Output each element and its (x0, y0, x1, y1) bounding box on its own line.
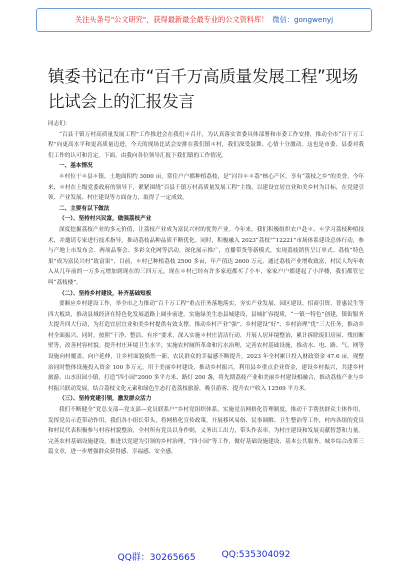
qq-group-number: QQ群：30265665 (117, 553, 196, 563)
body-paragraph: 深度挖掘荔枝产业的多元价值，让荔枝产业成为富民兴村的优势产业。今年来，我们积极组织农户赴＊、＊学习荔枝种植技术，并邀请专家进行技术指导，推动荔枝品种品质不断优化。同时，积极融入 2023“荔枝”“12221”市场体系建设总体行动，参与产地上市发布会、两项品鉴会、多彩文化网等活动，深化展示推广，直播带货等新模式，实现荔枝销售呈订单式。荔枝“特色果”成为富民兴村“致富果”，目前，＊村已种植荔枝 2500 多亩，年产值达 2600 万元。通过荔枝产业增收致富，村民人均年收入从几年前的一万多元增加到现在的三四万元，现在＊村已经有许多家庭都买了小车，家家户户都建起了小洋楼，我们都管它叫“荔枝楼”。 (48, 226, 364, 286)
subsection-heading: （三）、坚持党建引领，激发群众活力 (59, 396, 152, 403)
qq-number: QQ:535304092 (221, 550, 291, 560)
document-title: 镇委书记在市“百千万高质量发展工程”现场比试会上的汇报发言 (48, 67, 359, 111)
document-body (48, 119, 364, 458)
salutation: 同志们： (48, 121, 71, 127)
subsection-heading: （二）、坚持乡村建设，补齐基础短板 (59, 290, 152, 297)
body-paragraph: 我们不断健全“党总支部—党支部—党员联系户”乡村党组织体系，实施党员网格化管理制度，推动千手帮扶群众主体作用，发挥党员示范带动作用，我们各小组长带头，将网格化宣传政策，开展移风易俗、民事调解、卫生整治等工作，村内各组的党员和村民代表积极参与村容村貌整治，全村所有党员以身作则，义务出工出力，带头作表率，为村庄建设和发展贡献智慧和力量。完善农村基础设施建设，推进以党建为引领的乡村治理，“四小园”等工作，做好基础设施建设、基本公共服务、城乡综合改革三篇文章，进一步增强群众获得感、幸福感、安全感。 (48, 407, 364, 456)
section-heading: 二、主要有以下做法 (59, 205, 110, 212)
promo-banner-text: 关注头条号"公文研究"，获得最新最全最专业的公文资料库！ (74, 15, 269, 24)
body-paragraph: “百县千镇万村高质量发展工程”工作推进会在我们＊召开，为认真落实省委具体部署和市委工作安排，推动全市“百千万工程”向更高水平和更高质量迈进，今天的现场比试会安排在我们镇＊村，我们深受鼓舞、心情十分激动。这也是市委、县委对我们工作的认可和肯定。下面，由我向各位领导汇报下我们镇的工作情况。 (48, 131, 364, 159)
wechat-account: 微信：gongwenyj (272, 15, 334, 24)
body-paragraph: 要顺应乡村建设工作，举全市之力推动“百千万工程”重点任务落地落实，夯实产业发展、园区建设、招商引资、普惠民生等四大板块，推动县域经济在特色化发展道路上阔步前进。实施绿美生态县城建设，县城扩容提质，“一镇一特色”创建，镇街服务大提升四大行动，为打造宜居宜业和美乡村提供有效支撑。推动乡村产业“强”、乡村建设“好”、乡村治理“优”三大任务，推动乡村全面振兴。同时，按照“干净、整洁、有序”要求，深入实施＊村庄清洁行动，开展人居环境整治，累计拆除废旧房屋、残垣断壁等，改善村容村貌。提升村庄环境卫生水平，实施农村厕所革命和污水治理，完善农村基础设施，推动水、电、路、气、网等设施向村覆盖、向户延伸，让乡村面貌焕然一新、农民群众的幸福感不断提升，2023 年全村累计投入财政资金 47.6 亩，现整治同时整体设施投入资金 100 多万元，用于美丽乡村建设，推动乡村振兴。利用县乡重点企业资金，建设乡村振兴，共建乡村旅游、山水田园小镇，打造“四小园”2000 多平方米、路灯 200 盏，将先期荔枝产业和美丽乡村建设相融合，推动荔枝产业与乡村振兴联动发展，结合荔枝文化元素和绿色生态打造荔枝旅游，吸引游客，提升农户收入 12569 平方米。 (48, 301, 364, 392)
promo-banner[interactable] (36, 8, 372, 32)
body-paragraph: ＊村位于＊县＊镇，土地面积约 3000 亩，常住户户都种植荔枝，是“河谷＊＊荔”核心产区，享有“荔枝之乡”的美誉，今年来，＊村在上级党委政府的领导下，紧紧围绕“百县千镇万村高质量发展工程”主线，以建设宜居宜业和美乡村为目标，在党建引领、产业发展、村庄建设等方面奋力，取得了一定成效。 (48, 173, 364, 202)
footer-contacts (0, 550, 408, 563)
subsection-heading: （一）、坚持村兴民富，做强荔枝产业 (59, 216, 152, 223)
section-heading: 一、基本情况 (59, 163, 93, 170)
